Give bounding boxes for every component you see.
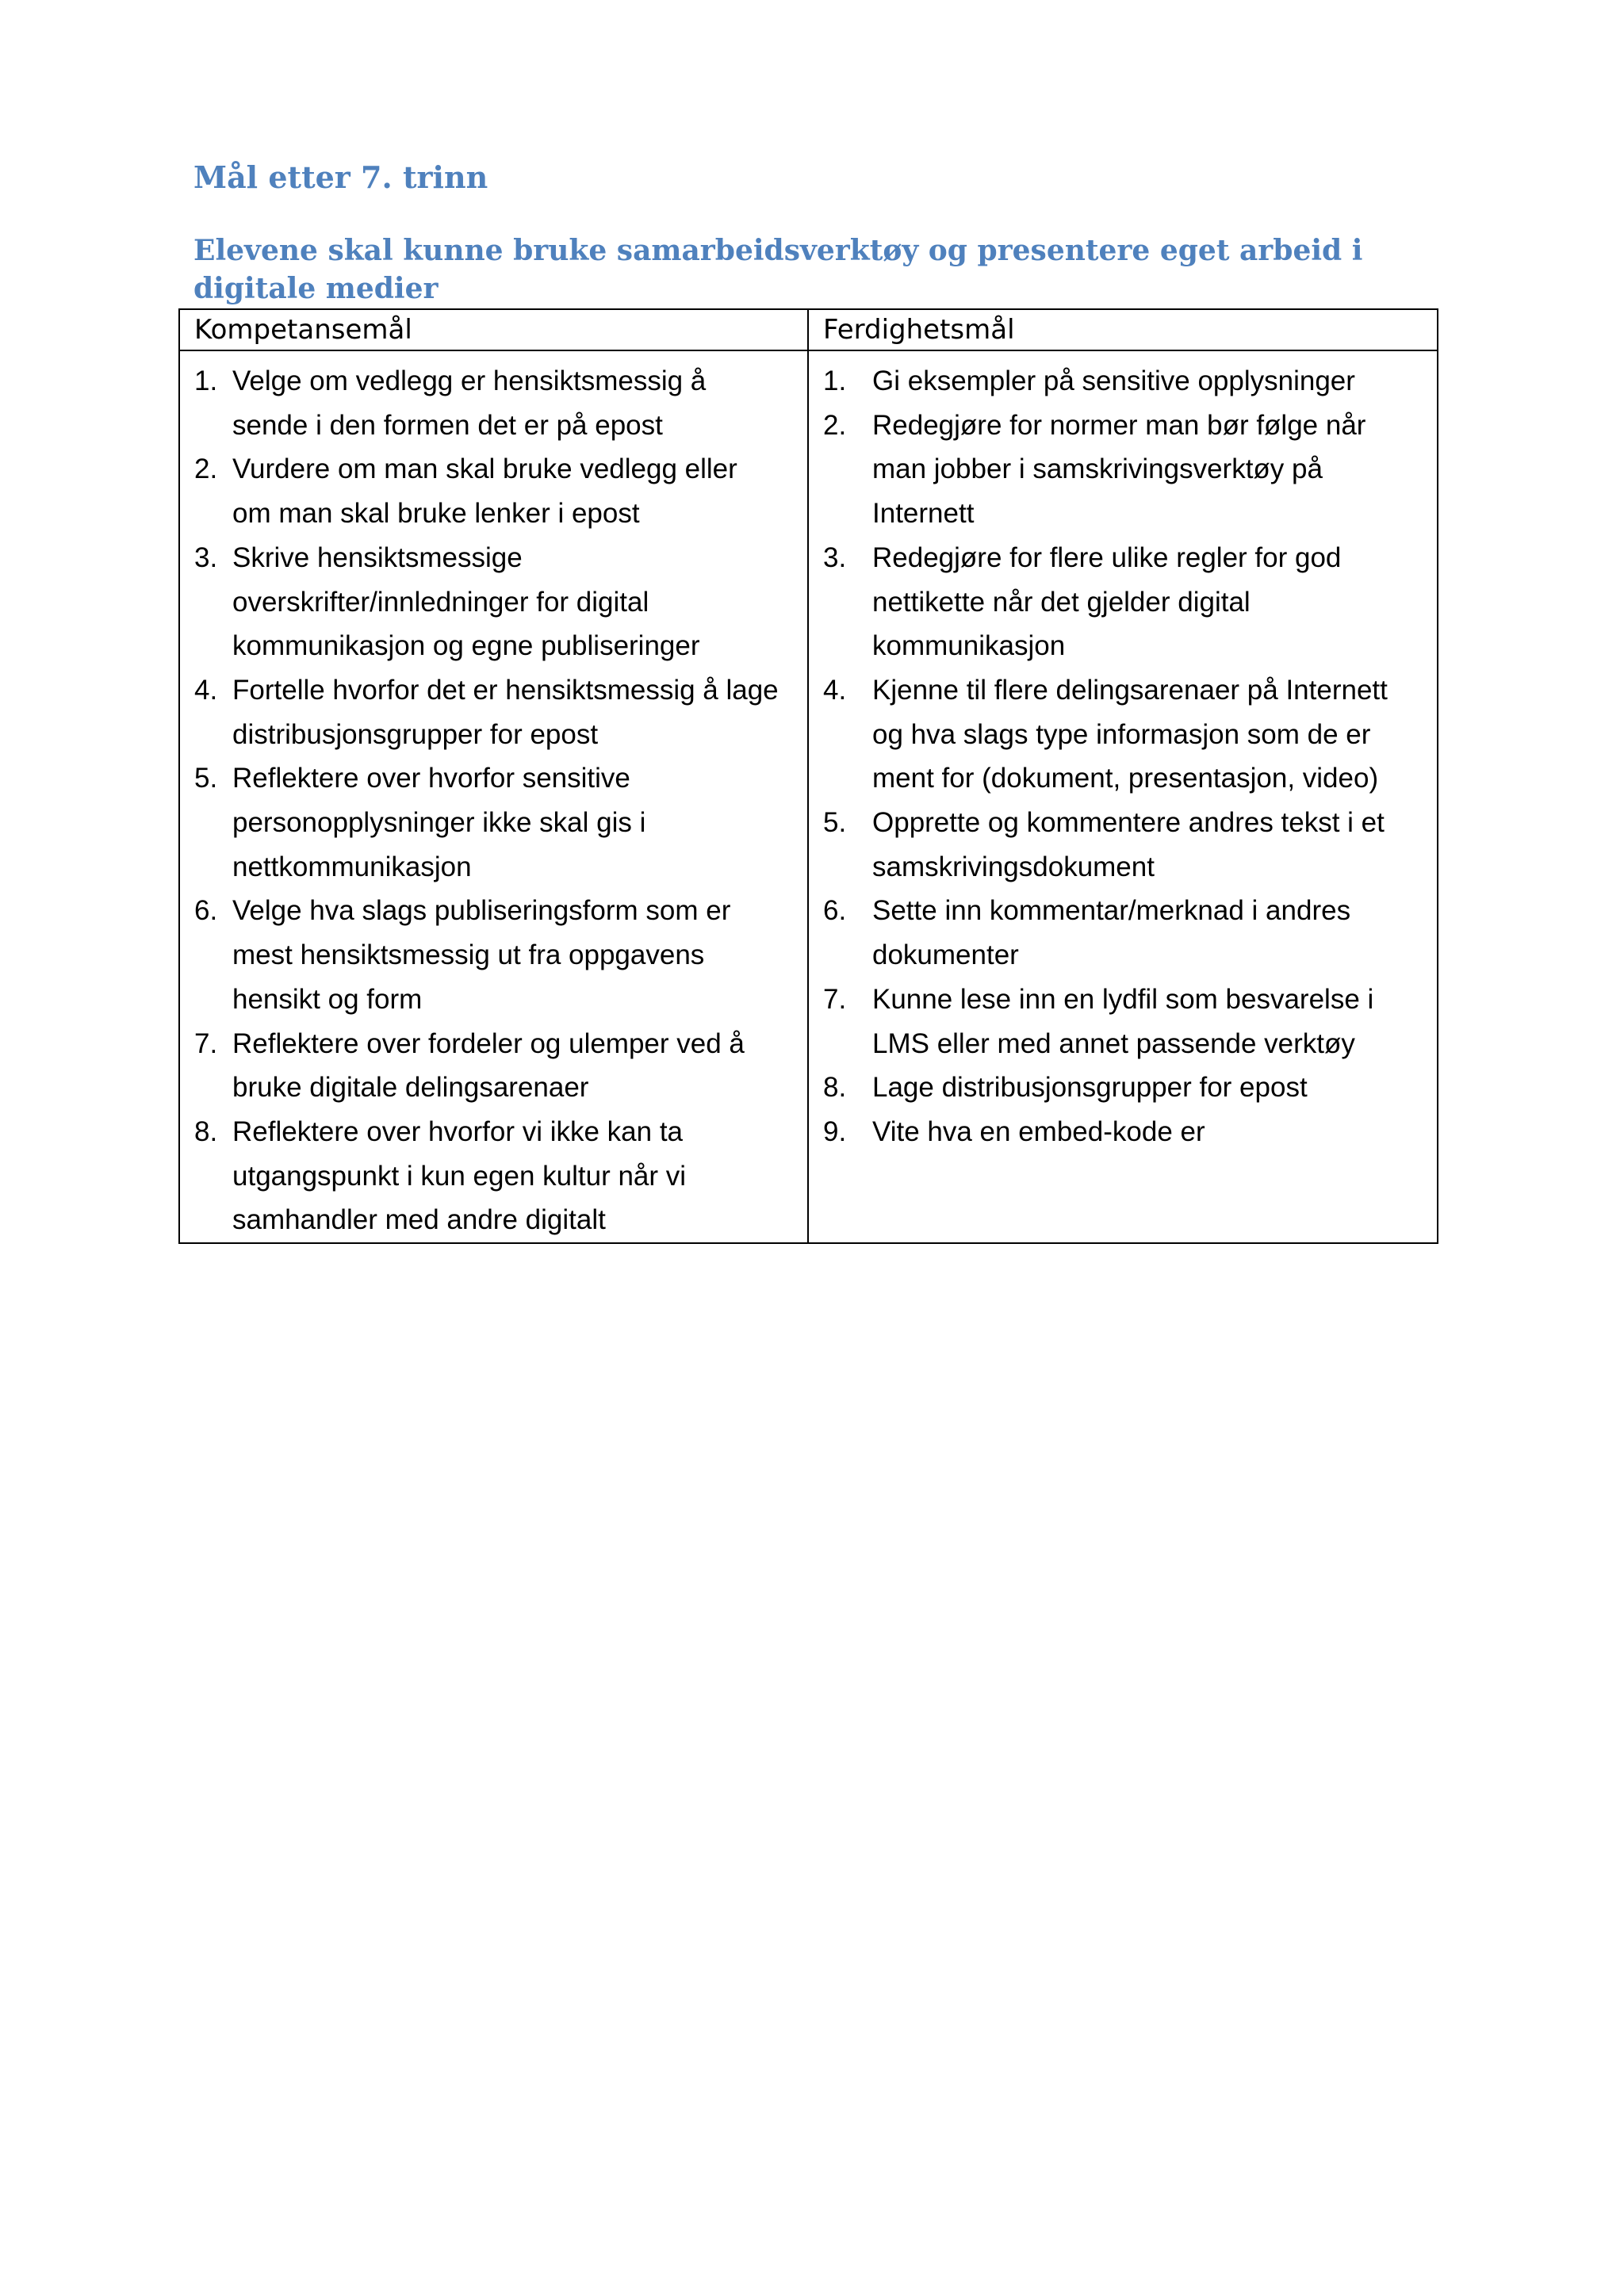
list-item xyxy=(180,889,783,1021)
list-number: 6. xyxy=(194,895,218,927)
list-text: Opprette og kommentere andres tekst i et samskrivingsdokument xyxy=(872,807,1385,882)
list-text: Reflektere over hvorfor vi ikke kan ta utgangspunkt i kun egen kultur når vi samhandler med andre digitalt xyxy=(232,1115,687,1236)
kompetansemaal-list xyxy=(180,351,807,1242)
list-number: 1. xyxy=(194,365,218,396)
list-text: Sette inn kommentar/merknad i andres dokumenter xyxy=(872,895,1351,971)
list-text: Velge om vedlegg er hensiktsmessig å sende i den formen det er på epost xyxy=(232,365,707,441)
list-item xyxy=(809,536,1413,668)
list-number: 7. xyxy=(823,983,847,1015)
list-text: Reflektere over hvorfor sensitive personopplysninger ikke skal gis i nettkommunikasjon xyxy=(232,763,646,882)
list-number: 5. xyxy=(823,807,847,839)
list-item xyxy=(809,359,1413,404)
page-subtitle: Elevene skal kunne bruke samarbeidsverktøy og presentere eget arbeid i digitale medier xyxy=(193,234,1363,305)
kompetansemaal-cell xyxy=(179,350,808,1243)
goals-table xyxy=(178,308,1438,1244)
list-number: 2. xyxy=(823,409,847,441)
list-number: 3. xyxy=(194,541,218,573)
list-text: Redegjøre for flere ulike regler for god nettikette når det gjelder digital kommunikasjon xyxy=(872,541,1342,662)
list-item xyxy=(180,1110,783,1242)
list-item xyxy=(180,668,783,756)
table-body-row xyxy=(179,350,1438,1243)
list-text: Vite hva en embed-kode er xyxy=(872,1115,1205,1147)
list-number: 9. xyxy=(823,1115,847,1147)
list-item xyxy=(809,801,1413,889)
list-text: Kjenne til flere delingsarenaer på Internett og hva slags type informasjon som de er ment for (dokument, presentasjon, video) xyxy=(872,674,1388,794)
list-number: 6. xyxy=(823,895,847,927)
page-title: Mål etter 7. trinn xyxy=(193,159,488,195)
list-number: 8. xyxy=(823,1072,847,1104)
list-number: 5. xyxy=(194,763,218,794)
list-number: 3. xyxy=(823,541,847,573)
list-number: 4. xyxy=(823,674,847,706)
list-text: Vurdere om man skal bruke vedlegg eller om man skal bruke lenker i epost xyxy=(232,453,737,530)
list-item xyxy=(809,404,1413,536)
list-number: 4. xyxy=(194,674,218,706)
list-text: Lage distribusjonsgrupper for epost xyxy=(872,1072,1308,1104)
table-header-row xyxy=(179,309,1438,350)
list-text: Gi eksempler på sensitive opplysninger xyxy=(872,365,1355,396)
list-item xyxy=(180,536,783,668)
ferdighetsmaal-cell xyxy=(808,350,1438,1243)
list-item xyxy=(180,1022,783,1110)
list-item xyxy=(809,668,1413,801)
column-header-ferdighetsmaal: Ferdighetsmål xyxy=(808,309,1438,350)
list-text: Fortelle hvorfor det er hensiktsmessig å lage distribusjonsgrupper for epost xyxy=(232,674,779,750)
list-item xyxy=(180,359,783,447)
list-item xyxy=(180,756,783,889)
list-number: 7. xyxy=(194,1027,218,1059)
list-number: 1. xyxy=(823,365,847,396)
list-item xyxy=(809,889,1413,977)
list-item xyxy=(809,1110,1413,1154)
list-text: Velge hva slags publiseringsform som er mest hensiktsmessig ut fra oppgavens hensikt og form xyxy=(232,895,731,1015)
list-item xyxy=(809,978,1413,1066)
list-text: Redegjøre for normer man bør følge når man jobber i samskrivingsverktøy på Internett xyxy=(872,409,1366,530)
list-number: 8. xyxy=(194,1115,218,1147)
column-header-kompetansemaal: Kompetansemål xyxy=(179,309,808,350)
list-number: 2. xyxy=(194,453,218,485)
list-text: Reflektere over fordeler og ulemper ved å bruke digitale delingsarenaer xyxy=(232,1027,745,1104)
ferdighetsmaal-list xyxy=(809,351,1437,1154)
list-item xyxy=(809,1066,1413,1110)
list-item xyxy=(180,447,783,535)
list-text: Kunne lese inn en lydfil som besvarelse i LMS eller med annet passende verktøy xyxy=(872,983,1374,1059)
list-text: Skrive hensiktsmessige overskrifter/innledninger for digital kommunikasjon og egne publiseringer xyxy=(232,541,700,662)
